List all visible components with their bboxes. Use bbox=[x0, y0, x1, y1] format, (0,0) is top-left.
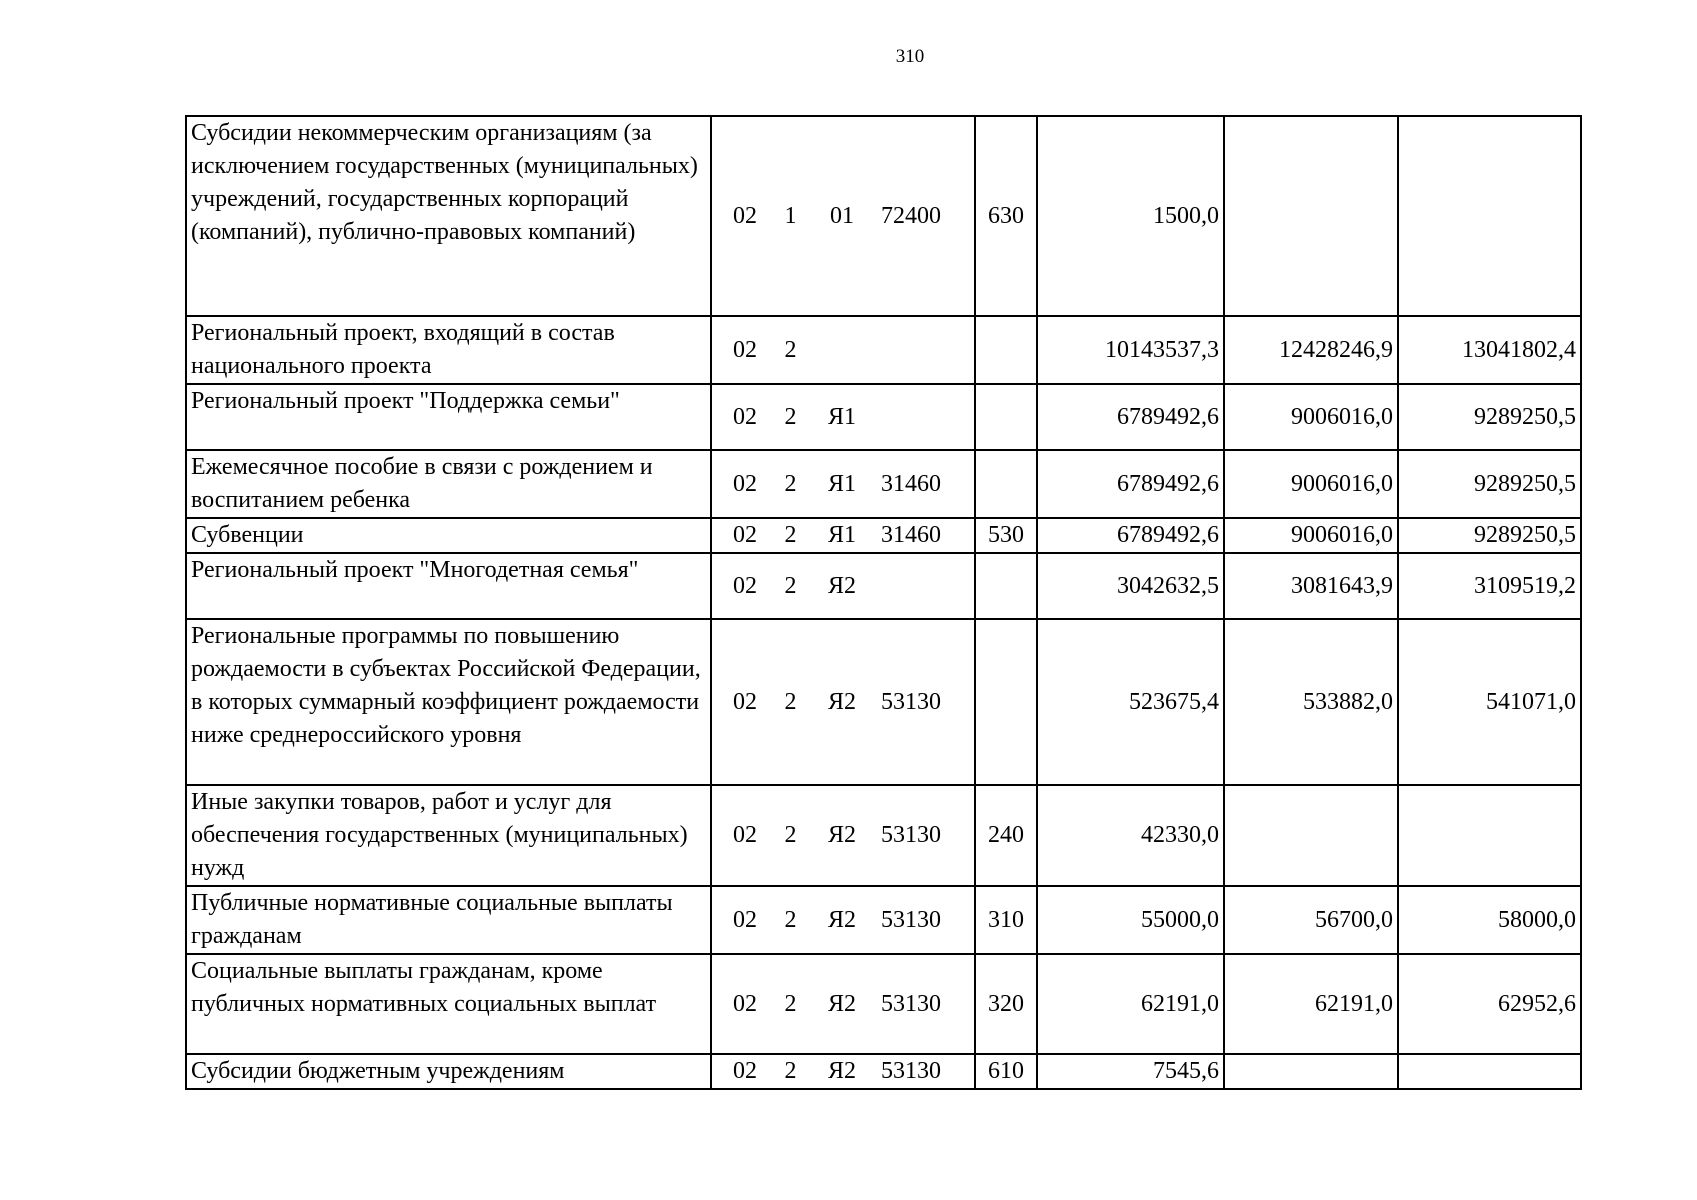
program-code: 02 bbox=[733, 822, 757, 848]
program-code: 02 bbox=[733, 202, 757, 229]
row-name: Социальные выплаты гражданам, кроме публичных нормативных социальных выплат bbox=[186, 954, 711, 1054]
row-name: Публичные нормативные социальные выплаты гражданам bbox=[186, 886, 711, 954]
table-row bbox=[186, 316, 1581, 384]
table-row bbox=[186, 384, 1581, 450]
program-code: 02 bbox=[733, 572, 757, 599]
program-code: 02 bbox=[733, 336, 757, 363]
project-code: Я2 bbox=[827, 688, 856, 715]
classification-codes bbox=[711, 384, 975, 450]
row-name: Субсидии бюджетным учреждениям bbox=[186, 1054, 711, 1089]
expense-type-code: 320 bbox=[975, 954, 1037, 1054]
expense-type-code: 240 bbox=[975, 785, 1037, 886]
program-code: 02 bbox=[733, 470, 757, 497]
expense-direction-code: 53130 bbox=[881, 990, 941, 1017]
classification-codes bbox=[711, 316, 975, 384]
amount-year-3 bbox=[1398, 785, 1581, 886]
subprogram-code: 2 bbox=[784, 906, 797, 933]
amount-year-3: 541071,0 bbox=[1398, 619, 1581, 785]
program-code: 02 bbox=[733, 1058, 757, 1084]
program-code: 02 bbox=[733, 522, 757, 548]
table-row bbox=[186, 553, 1581, 619]
expense-type-code: 530 bbox=[975, 518, 1037, 553]
expense-direction-code: 53130 bbox=[881, 1058, 941, 1084]
subprogram-code: 2 bbox=[784, 688, 797, 715]
table-row bbox=[186, 886, 1581, 954]
amount-year-1: 62191,0 bbox=[1037, 954, 1224, 1054]
expense-direction-code: 53130 bbox=[881, 688, 941, 715]
amount-year-1: 6789492,6 bbox=[1037, 450, 1224, 518]
subprogram-code: 2 bbox=[784, 522, 797, 548]
row-name: Региональный проект "Многодетная семья" bbox=[186, 553, 711, 619]
classification-codes bbox=[711, 785, 975, 886]
expense-direction-code: 72400 bbox=[881, 202, 941, 229]
row-name: Региональный проект "Поддержка семьи" bbox=[186, 384, 711, 450]
subprogram-code: 2 bbox=[784, 1058, 797, 1084]
program-code: 02 bbox=[733, 990, 757, 1017]
expense-type-code bbox=[975, 450, 1037, 518]
project-code: Я2 bbox=[827, 990, 856, 1017]
table-row bbox=[186, 518, 1581, 553]
classification-codes bbox=[711, 886, 975, 954]
table-body bbox=[186, 116, 1581, 1089]
expense-type-code: 310 bbox=[975, 886, 1037, 954]
expense-direction-code: 53130 bbox=[881, 906, 941, 933]
amount-year-1: 42330,0 bbox=[1037, 785, 1224, 886]
expense-type-code bbox=[975, 316, 1037, 384]
amount-year-1: 523675,4 bbox=[1037, 619, 1224, 785]
amount-year-3: 9289250,5 bbox=[1398, 518, 1581, 553]
expense-type-code bbox=[975, 619, 1037, 785]
amount-year-1: 1500,0 bbox=[1037, 116, 1224, 316]
subprogram-code: 2 bbox=[784, 336, 797, 363]
amount-year-3: 3109519,2 bbox=[1398, 553, 1581, 619]
amount-year-2 bbox=[1224, 785, 1398, 886]
project-code: Я1 bbox=[827, 403, 856, 430]
subprogram-code: 2 bbox=[784, 470, 797, 497]
expense-type-code bbox=[975, 384, 1037, 450]
table-row bbox=[186, 954, 1581, 1054]
table-row bbox=[186, 619, 1581, 785]
project-code: Я1 bbox=[827, 522, 856, 548]
amount-year-2 bbox=[1224, 116, 1398, 316]
amount-year-3 bbox=[1398, 1054, 1581, 1089]
amount-year-2: 9006016,0 bbox=[1224, 384, 1398, 450]
amount-year-2: 62191,0 bbox=[1224, 954, 1398, 1054]
project-code: Я2 bbox=[827, 1058, 856, 1084]
program-code: 02 bbox=[733, 403, 757, 430]
subprogram-code: 1 bbox=[784, 202, 797, 229]
project-code: Я2 bbox=[827, 572, 856, 599]
project-code: Я1 bbox=[827, 470, 856, 497]
expense-direction-code: 53130 bbox=[881, 822, 941, 848]
subprogram-code: 2 bbox=[784, 990, 797, 1017]
program-code: 02 bbox=[733, 688, 757, 715]
amount-year-3: 9289250,5 bbox=[1398, 450, 1581, 518]
classification-codes bbox=[711, 619, 975, 785]
project-code: Я2 bbox=[827, 906, 856, 933]
table-row bbox=[186, 785, 1581, 886]
amount-year-2 bbox=[1224, 1054, 1398, 1089]
expense-type-code bbox=[975, 553, 1037, 619]
expense-direction-code: 31460 bbox=[881, 470, 941, 497]
amount-year-1: 7545,6 bbox=[1037, 1054, 1224, 1089]
amount-year-2: 9006016,0 bbox=[1224, 450, 1398, 518]
subprogram-code: 2 bbox=[784, 403, 797, 430]
classification-codes bbox=[711, 553, 975, 619]
page-number: 310 bbox=[895, 46, 925, 67]
program-code: 02 bbox=[733, 906, 757, 933]
row-name: Ежемесячное пособие в связи с рождением и воспитанием ребенка bbox=[186, 450, 711, 518]
subprogram-code: 2 bbox=[784, 822, 797, 848]
row-name: Субсидии некоммерческим организациям (за исключением государственных (муниципальных) учреждений, государственных корпораций (компаний), публично-правовых компаний) bbox=[186, 116, 711, 316]
amount-year-2: 533882,0 bbox=[1224, 619, 1398, 785]
classification-codes bbox=[711, 116, 975, 316]
amount-year-1: 6789492,6 bbox=[1037, 384, 1224, 450]
amount-year-1: 3042632,5 bbox=[1037, 553, 1224, 619]
classification-codes bbox=[711, 954, 975, 1054]
amount-year-3: 9289250,5 bbox=[1398, 384, 1581, 450]
row-name: Региональные программы по повышению рождаемости в субъектах Российской Федерации, в которых суммарный коэффициент рождаемости ниже среднероссийского уровня bbox=[186, 619, 711, 785]
classification-codes bbox=[711, 518, 975, 553]
row-name: Субвенции bbox=[186, 518, 711, 553]
table-row bbox=[186, 450, 1581, 518]
amount-year-2: 56700,0 bbox=[1224, 886, 1398, 954]
amount-year-2: 9006016,0 bbox=[1224, 518, 1398, 553]
amount-year-3: 62952,6 bbox=[1398, 954, 1581, 1054]
classification-codes bbox=[711, 450, 975, 518]
amount-year-1: 6789492,6 bbox=[1037, 518, 1224, 553]
amount-year-3: 58000,0 bbox=[1398, 886, 1581, 954]
project-code: Я2 bbox=[827, 822, 856, 848]
subprogram-code: 2 bbox=[784, 572, 797, 599]
classification-codes bbox=[711, 1054, 975, 1089]
amount-year-1: 55000,0 bbox=[1037, 886, 1224, 954]
table-row bbox=[186, 116, 1581, 316]
expense-type-code: 610 bbox=[975, 1054, 1037, 1089]
amount-year-2: 3081643,9 bbox=[1224, 553, 1398, 619]
expense-direction-code: 31460 bbox=[881, 522, 941, 548]
table-row bbox=[186, 1054, 1581, 1089]
amount-year-2: 12428246,9 bbox=[1224, 316, 1398, 384]
amount-year-3 bbox=[1398, 116, 1581, 316]
project-code: 01 bbox=[830, 202, 854, 229]
amount-year-1: 10143537,3 bbox=[1037, 316, 1224, 384]
row-name: Региональный проект, входящий в состав национального проекта bbox=[186, 316, 711, 384]
budget-table bbox=[185, 115, 1582, 1090]
expense-type-code: 630 bbox=[975, 116, 1037, 316]
row-name: Иные закупки товаров, работ и услуг для обеспечения государственных (муниципальных) нужд bbox=[186, 785, 711, 886]
amount-year-3: 13041802,4 bbox=[1398, 316, 1581, 384]
